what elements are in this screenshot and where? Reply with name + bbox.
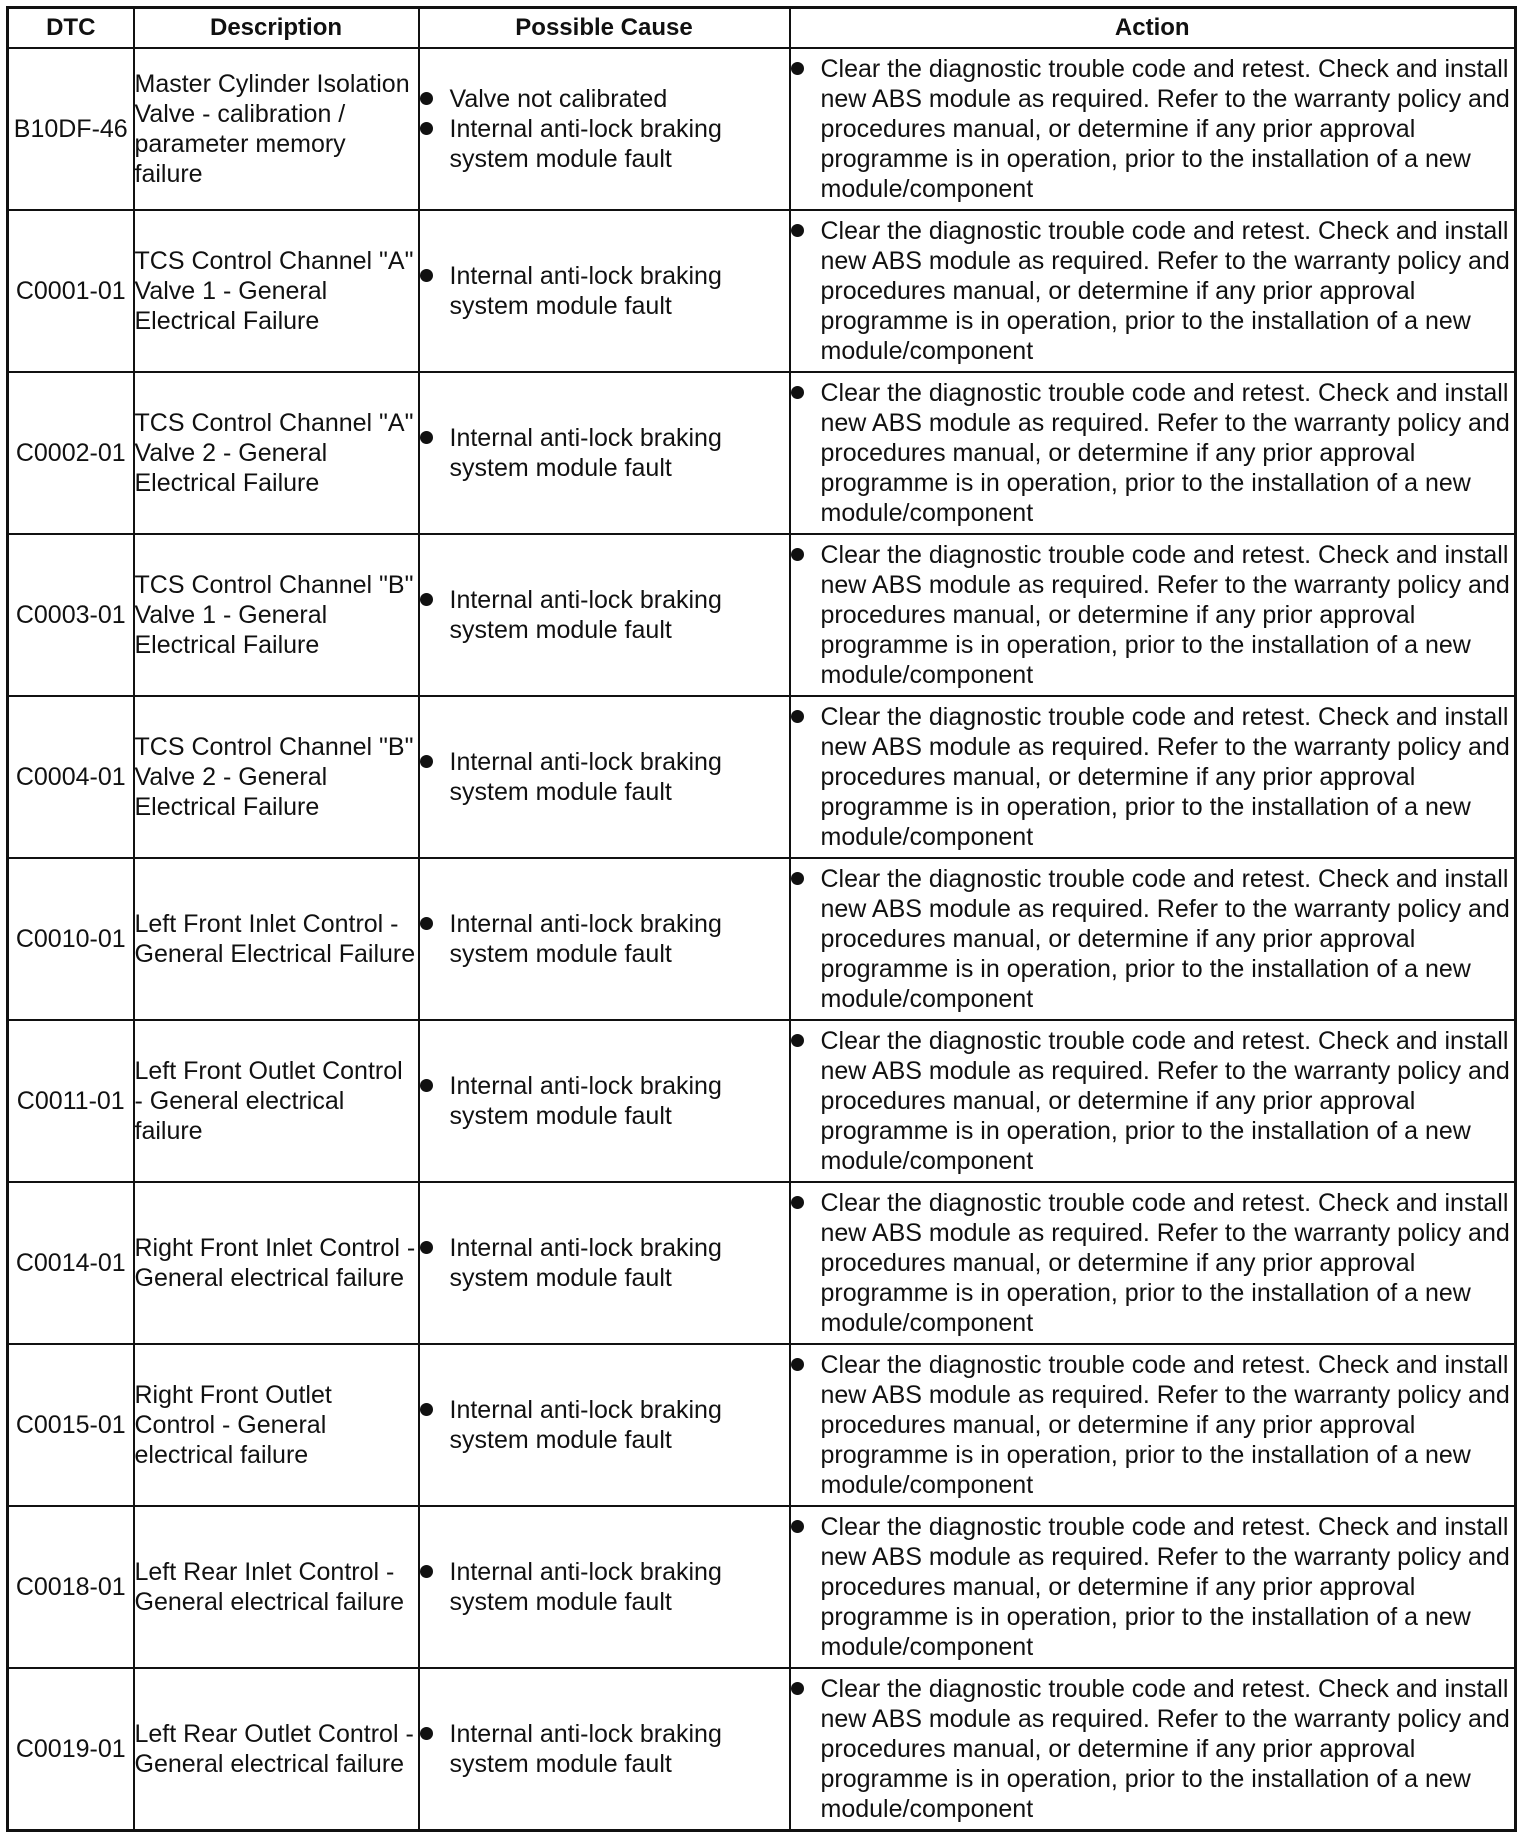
bullet-icon [420,1079,433,1092]
table-row [8,696,1516,858]
table-row [8,1344,1516,1506]
bullet-icon [420,1241,433,1254]
dtc-description: Right Front Outlet Control - General electrical failure [134,1344,419,1506]
cause-item [420,909,789,969]
action-text: Clear the diagnostic trouble code and retest. Check and install new ABS module as required. Refer to the warranty policy and procedures manual, or determine if any prior approval programme is in operation, prior to the installation of a new module/component [820,1675,1510,1823]
cause-text: Internal anti-lock braking system module fault [449,1396,722,1454]
action-text: Clear the diagnostic trouble code and retest. Check and install new ABS module as required. Refer to the warranty policy and procedures manual, or determine if any prior approval programme is in operation, prior to the installation of a new module/component [820,55,1510,203]
dtc-code: C0001-01 [8,210,134,372]
bullet-icon [420,269,433,282]
action-item [791,1350,1515,1500]
header-possible-cause: Possible Cause [419,8,790,49]
bullet-icon [791,710,804,723]
action-list [791,1188,1515,1338]
dtc-description: Right Front Inlet Control - General electrical failure [134,1182,419,1344]
possible-cause-cell [419,1506,790,1668]
possible-cause-cell [419,858,790,1020]
table-row [8,858,1516,1020]
cause-text: Valve not calibrated [449,85,668,113]
bullet-icon [791,872,804,885]
bullet-icon [420,917,433,930]
dtc-code: C0002-01 [8,372,134,534]
action-list [791,702,1515,852]
action-item [791,864,1515,1014]
action-item [791,216,1515,366]
bullet-icon [420,1727,433,1740]
cause-text: Internal anti-lock braking system module fault [449,1558,722,1616]
bullet-icon [791,224,804,237]
cause-list [420,1071,789,1131]
action-text: Clear the diagnostic trouble code and retest. Check and install new ABS module as required. Refer to the warranty policy and procedures manual, or determine if any prior approval programme is in operation, prior to the installation of a new module/component [820,865,1510,1013]
action-item [791,1512,1515,1662]
cause-item [420,1557,789,1617]
action-cell [790,1668,1516,1831]
possible-cause-cell [419,1344,790,1506]
cause-item [420,423,789,483]
cause-item [420,84,789,114]
action-cell [790,1506,1516,1668]
cause-list [420,585,789,645]
dtc-description: TCS Control Channel "A" Valve 1 - General Electrical Failure [134,210,419,372]
possible-cause-cell [419,1182,790,1344]
table-row [8,1506,1516,1668]
cause-text: Internal anti-lock braking system module fault [449,910,722,968]
action-text: Clear the diagnostic trouble code and retest. Check and install new ABS module as required. Refer to the warranty policy and procedures manual, or determine if any prior approval programme is in operation, prior to the installation of a new module/component [820,1189,1510,1337]
action-cell [790,858,1516,1020]
dtc-code: C0010-01 [8,858,134,1020]
action-item [791,1188,1515,1338]
bullet-icon [420,1565,433,1578]
action-item [791,54,1515,204]
action-list [791,1026,1515,1176]
action-text: Clear the diagnostic trouble code and retest. Check and install new ABS module as required. Refer to the warranty policy and procedures manual, or determine if any prior approval programme is in operation, prior to the installation of a new module/component [820,541,1510,689]
dtc-description: Left Front Inlet Control - General Electrical Failure [134,858,419,1020]
bullet-icon [791,1358,804,1371]
bullet-icon [791,1520,804,1533]
dtc-code: C0015-01 [8,1344,134,1506]
dtc-code: C0014-01 [8,1182,134,1344]
bullet-icon [420,1403,433,1416]
dtc-code: C0019-01 [8,1668,134,1831]
cause-item [420,114,789,174]
action-cell [790,1344,1516,1506]
table-row [8,1668,1516,1831]
cause-list [420,1557,789,1617]
possible-cause-cell [419,534,790,696]
possible-cause-cell [419,1668,790,1831]
action-cell [790,48,1516,210]
header-action: Action [790,8,1516,49]
bullet-icon [791,1196,804,1209]
cause-item [420,1233,789,1293]
action-list [791,1512,1515,1662]
cause-item [420,1395,789,1455]
action-list [791,378,1515,528]
action-item [791,1026,1515,1176]
dtc-description: Master Cylinder Isolation Valve - calibration / parameter memory failure [134,48,419,210]
cause-list [420,261,789,321]
cause-text: Internal anti-lock braking system module fault [449,1720,722,1778]
possible-cause-cell [419,696,790,858]
cause-list [420,84,789,174]
action-text: Clear the diagnostic trouble code and retest. Check and install new ABS module as required. Refer to the warranty policy and procedures manual, or determine if any prior approval programme is in operation, prior to the installation of a new module/component [820,379,1510,527]
dtc-description: TCS Control Channel "A" Valve 2 - General Electrical Failure [134,372,419,534]
dtc-code: C0003-01 [8,534,134,696]
cause-item [420,1071,789,1131]
cause-item [420,1719,789,1779]
bullet-icon [791,62,804,75]
bullet-icon [420,122,433,135]
cause-text: Internal anti-lock braking system module fault [449,1072,722,1130]
dtc-description: Left Rear Inlet Control - General electrical failure [134,1506,419,1668]
table-row [8,210,1516,372]
bullet-icon [420,431,433,444]
action-list [791,864,1515,1014]
dtc-description: Left Front Outlet Control - General electrical failure [134,1020,419,1182]
cause-text: Internal anti-lock braking system module fault [449,424,722,482]
possible-cause-cell [419,48,790,210]
bullet-icon [420,593,433,606]
dtc-code: C0011-01 [8,1020,134,1182]
cause-list [420,1233,789,1293]
possible-cause-cell [419,372,790,534]
action-list [791,540,1515,690]
cause-text: Internal anti-lock braking system module fault [449,748,722,806]
action-list [791,54,1515,204]
cause-list [420,909,789,969]
dtc-table [6,6,1517,1832]
action-cell [790,210,1516,372]
action-text: Clear the diagnostic trouble code and retest. Check and install new ABS module as required. Refer to the warranty policy and procedures manual, or determine if any prior approval programme is in operation, prior to the installation of a new module/component [820,217,1510,365]
cause-list [420,1719,789,1779]
action-cell [790,1182,1516,1344]
table-row [8,534,1516,696]
action-cell [790,696,1516,858]
possible-cause-cell [419,1020,790,1182]
dtc-description: TCS Control Channel "B" Valve 2 - General Electrical Failure [134,696,419,858]
cause-text: Internal anti-lock braking system module fault [449,115,722,173]
action-text: Clear the diagnostic trouble code and retest. Check and install new ABS module as required. Refer to the warranty policy and procedures manual, or determine if any prior approval programme is in operation, prior to the installation of a new module/component [820,703,1510,851]
bullet-icon [420,92,433,105]
action-list [791,1350,1515,1500]
header-dtc: DTC [8,8,134,49]
cause-text: Internal anti-lock braking system module fault [449,586,722,644]
dtc-code: C0018-01 [8,1506,134,1668]
action-item [791,378,1515,528]
action-cell [790,1020,1516,1182]
bullet-icon [791,1034,804,1047]
cause-item [420,261,789,321]
dtc-code: C0004-01 [8,696,134,858]
dtc-description: TCS Control Channel "B" Valve 1 - General Electrical Failure [134,534,419,696]
table-header-row [8,8,1516,49]
cause-text: Internal anti-lock braking system module fault [449,1234,722,1292]
bullet-icon [791,1682,804,1695]
bullet-icon [791,386,804,399]
table-row [8,372,1516,534]
table-body [8,48,1516,1831]
cause-list [420,747,789,807]
cause-list [420,1395,789,1455]
action-item [791,540,1515,690]
action-text: Clear the diagnostic trouble code and retest. Check and install new ABS module as required. Refer to the warranty policy and procedures manual, or determine if any prior approval programme is in operation, prior to the installation of a new module/component [820,1351,1510,1499]
possible-cause-cell [419,210,790,372]
action-item [791,1674,1515,1824]
action-text: Clear the diagnostic trouble code and retest. Check and install new ABS module as required. Refer to the warranty policy and procedures manual, or determine if any prior approval programme is in operation, prior to the installation of a new module/component [820,1513,1510,1661]
cause-text: Internal anti-lock braking system module fault [449,262,722,320]
action-list [791,216,1515,366]
bullet-icon [791,548,804,561]
action-cell [790,534,1516,696]
cause-item [420,747,789,807]
action-list [791,1674,1515,1824]
dtc-description: Left Rear Outlet Control - General electrical failure [134,1668,419,1831]
cause-list [420,423,789,483]
action-text: Clear the diagnostic trouble code and retest. Check and install new ABS module as required. Refer to the warranty policy and procedures manual, or determine if any prior approval programme is in operation, prior to the installation of a new module/component [820,1027,1510,1175]
action-cell [790,372,1516,534]
cause-item [420,585,789,645]
table-row [8,1182,1516,1344]
table-row [8,1020,1516,1182]
header-description: Description [134,8,419,49]
bullet-icon [420,755,433,768]
action-item [791,702,1515,852]
dtc-code: B10DF-46 [8,48,134,210]
table-row [8,48,1516,210]
